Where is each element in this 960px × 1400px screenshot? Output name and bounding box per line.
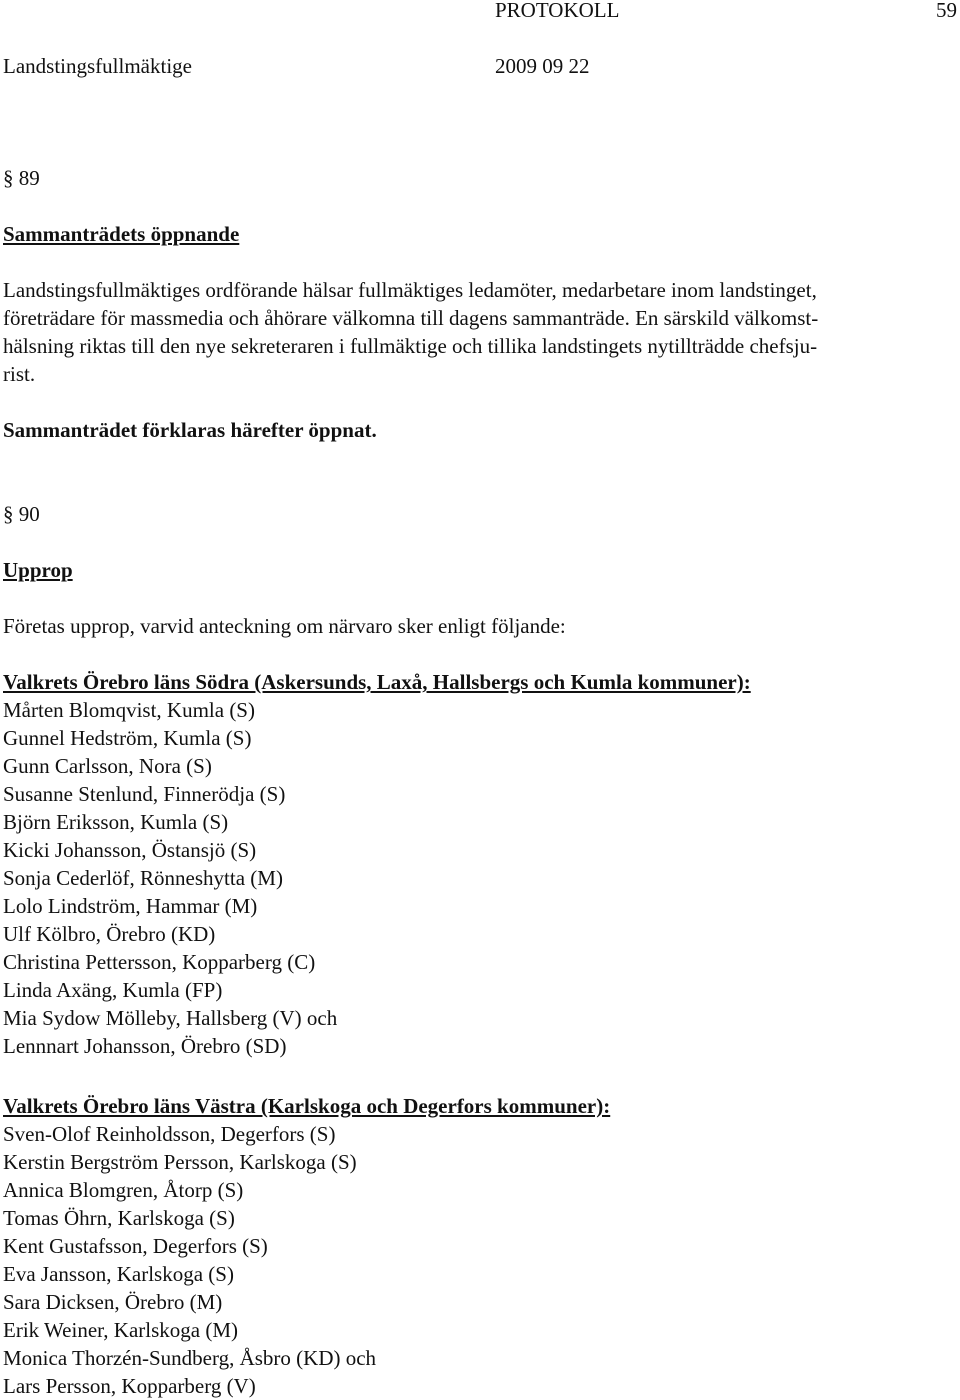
protocol-page [3, 0, 957, 1400]
list-item: Kent Gustafsson, Degerfors (S) [3, 1234, 268, 1258]
list-item: Linda Axäng, Kumla (FP) [3, 978, 223, 1002]
list-item: Sonja Cederlöf, Rönneshytta (M) [3, 866, 283, 890]
list-item: Mårten Blomqvist, Kumla (S) [3, 698, 255, 722]
list-item: Eva Jansson, Karlskoga (S) [3, 1262, 234, 1286]
member-list [3, 1120, 376, 1400]
member-list [3, 696, 337, 1060]
district-heading: Valkrets Örebro läns Västra (Karlskoga och Degerfors kommuner): [3, 1094, 611, 1118]
list-item: Gunnel Hedström, Kumla (S) [3, 726, 252, 750]
list-item: Björn Eriksson, Kumla (S) [3, 810, 229, 834]
body-line: Landstingsfullmäktiges ordförande hälsar fullmäktiges ledamöter, medarbetare inom landstinget, [3, 278, 817, 302]
list-item: Kerstin Bergström Persson, Karlskoga (S) [3, 1150, 357, 1174]
meeting-date: 2009 09 22 [495, 54, 590, 78]
list-item: Sara Dicksen, Örebro (M) [3, 1290, 223, 1314]
page-number: 59 [936, 0, 957, 22]
section-number: § 89 [3, 166, 40, 190]
list-item: Monica Thorzén-Sundberg, Åsbro (KD) och [3, 1346, 377, 1370]
list-item: Christina Pettersson, Kopparberg (C) [3, 950, 316, 974]
section-number: § 90 [3, 502, 40, 526]
list-item: Susanne Stenlund, Finnerödja (S) [3, 782, 286, 806]
list-item: Mia Sydow Mölleby, Hallsberg (V) och [3, 1006, 338, 1030]
list-item: Lolo Lindström, Hammar (M) [3, 894, 258, 918]
section-heading: Upprop [3, 558, 73, 582]
district-heading: Valkrets Örebro läns Södra (Askersunds, Laxå, Hallsbergs och Kumla kommuner): [3, 670, 751, 694]
section-heading: Sammanträdets öppnande [3, 222, 240, 246]
list-item: Erik Weiner, Karlskoga (M) [3, 1318, 239, 1342]
list-item: Lars Persson, Kopparberg (V) [3, 1374, 256, 1398]
list-item: Annica Blomgren, Åtorp (S) [3, 1178, 244, 1202]
list-item: Gunn Carlsson, Nora (S) [3, 754, 212, 778]
list-item: Tomas Öhrn, Karlskoga (S) [3, 1206, 235, 1230]
list-item: Lennnart Johansson, Örebro (SD) [3, 1034, 287, 1058]
list-item: Ulf Kölbro, Örebro (KD) [3, 922, 216, 946]
list-item: Sven-Olof Reinholdsson, Degerfors (S) [3, 1122, 336, 1146]
body-line: hälsning riktas till den nye sekreteraren i fullmäktige och tillika landstingets nytillträdde chefsju- [3, 334, 818, 358]
list-item: Kicki Johansson, Östansjö (S) [3, 838, 257, 862]
section-body [3, 276, 953, 388]
body-line: företrädare för massmedia och åhörare välkomna till dagens sammanträde. En särskild välkomst- [3, 306, 819, 330]
section-intro: Företas upprop, varvid anteckning om närvaro sker enligt följande: [3, 614, 566, 638]
organization-name: Landstingsfullmäktige [3, 54, 192, 78]
body-line: rist. [3, 362, 36, 386]
section-decision: Sammanträdet förklaras härefter öppnat. [3, 418, 377, 442]
document-type: PROTOKOLL [495, 0, 620, 22]
